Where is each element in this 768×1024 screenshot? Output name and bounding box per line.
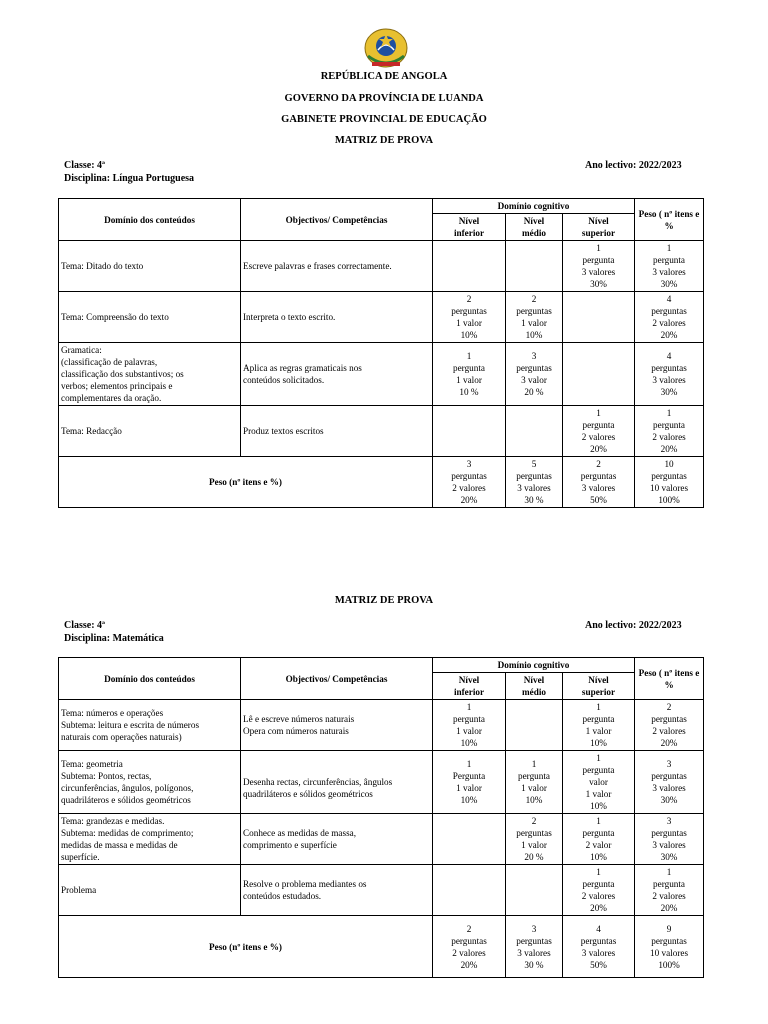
cell-line: perguntas — [651, 471, 687, 481]
cell-line: 20 % — [524, 387, 544, 397]
cell-line: 20% — [660, 444, 678, 454]
header-nivel-superior — [563, 214, 635, 241]
cell-line: 10% — [590, 738, 607, 748]
cell-line: 2 valores — [652, 726, 686, 736]
cell-line: perguntas — [516, 828, 552, 838]
cell-line: 9 — [666, 923, 672, 934]
cell-line: 1 valor — [456, 726, 482, 736]
dominio-cell — [59, 292, 241, 343]
header-objectivos: Objectivos/ Competências — [241, 199, 433, 241]
superior-cell — [563, 814, 635, 865]
cell-line: 10% — [460, 330, 478, 340]
cell-line: 100% — [658, 495, 680, 505]
cell-line: comprimento e superfície — [243, 840, 337, 850]
dominio-cell — [59, 343, 241, 406]
objectivo-cell — [241, 241, 433, 292]
cell-line: 4 — [596, 923, 601, 934]
cell-line: 3 — [666, 816, 672, 826]
total-inferior-cell — [433, 916, 506, 978]
superior-cell — [563, 700, 635, 751]
cell-line: 10 — [664, 459, 674, 469]
cell-line: Tema: números e operações — [61, 708, 164, 718]
cell-line: 1 — [466, 351, 472, 361]
cell-line: perguntas — [516, 471, 552, 481]
cell-line: 1 — [596, 243, 601, 253]
cell-line: perguntas — [651, 714, 687, 724]
objectivo-cell — [241, 292, 433, 343]
cell-line: Tema: Redacção — [61, 426, 122, 436]
cell-line: 3 — [531, 923, 537, 934]
cell-line: Subtema: leitura e escrita de números — [61, 720, 200, 730]
cell-line: 1 — [466, 759, 472, 769]
cell-line: superior — [581, 687, 616, 697]
total-medio-cell — [506, 916, 563, 978]
cell-line: Nível — [523, 216, 545, 226]
cell-line: 2 — [596, 459, 601, 469]
objectivo-cell — [241, 814, 433, 865]
cell-line: 30% — [660, 852, 678, 862]
cell-line: pergunta — [582, 420, 615, 430]
cell-line: 30% — [660, 387, 678, 397]
cell-line: Aplica as regras gramaticais nos — [243, 363, 362, 373]
header-dominio-cognitivo: Domínio cognitivo — [433, 199, 635, 214]
cell-line: 10% — [590, 801, 607, 811]
cell-line: 1 valor — [456, 375, 482, 385]
cell-line: conteúdos estudados. — [243, 891, 322, 901]
cell-line: Gramatica: — [61, 345, 102, 355]
cell-line: 10 valores — [650, 947, 689, 958]
inferior-cell — [433, 406, 506, 457]
inferior-cell — [433, 292, 506, 343]
cell-line: Tema: Compreensão do texto — [61, 312, 169, 322]
cell-line: 2 valor — [585, 840, 612, 850]
cell-line: 3 — [466, 459, 472, 469]
cell-line: 2 — [531, 816, 537, 826]
cell-line: Tema: geometria — [61, 759, 123, 769]
objectivo-cell — [241, 700, 433, 751]
cell-line: 4 — [666, 351, 672, 361]
classe-label-2: Classe: 4ª — [64, 620, 106, 631]
cell-line: 20 % — [524, 852, 544, 862]
cell-line: Resolve o problema mediantes os — [243, 879, 367, 889]
cell-line: perguntas — [651, 306, 687, 316]
superior-cell — [563, 751, 635, 814]
cell-line: superior — [581, 228, 616, 238]
disciplina-label-2: Disciplina: Matemática — [64, 633, 164, 644]
cell-line: 2 valores — [652, 432, 686, 442]
cell-line: perguntas — [580, 471, 617, 481]
cell-line: 2 — [466, 294, 472, 304]
cell-line: superfície. — [61, 852, 100, 862]
cell-line: 1 valor — [456, 318, 482, 328]
total-label: Peso (nº itens e %) — [59, 457, 433, 508]
cell-line: 10% — [525, 330, 543, 340]
header-cabinet: GABINETE PROVINCIAL DE EDUCAÇÃO — [281, 114, 487, 125]
cell-line: 1 valor — [585, 726, 612, 736]
cell-line: pergunta — [582, 828, 615, 838]
cell-line: complementares da oração. — [61, 393, 162, 403]
dominio-cell — [59, 700, 241, 751]
cell-line: Desenha rectas, circunferências, ângulos — [243, 777, 393, 787]
cell-line: 2 valores — [652, 891, 686, 901]
table-row — [59, 865, 704, 916]
cell-line: 20% — [660, 330, 678, 340]
cell-line: 1 valor — [521, 840, 547, 850]
header-nivel-superior — [563, 673, 635, 700]
cell-line: Subtema: Pontos, rectas, — [61, 771, 152, 781]
table-row — [59, 241, 704, 292]
cell-line: Conhece as medidas de massa, — [243, 828, 357, 838]
cell-line: 10 % — [459, 387, 479, 397]
total-inferior-cell — [433, 457, 506, 508]
cell-line: pergunta — [582, 765, 615, 775]
header-nivel-medio — [506, 214, 563, 241]
cell-line: 20% — [590, 903, 607, 913]
cell-line: 2 valores — [581, 891, 616, 901]
cell-line: 20% — [660, 903, 678, 913]
medio-cell — [506, 865, 563, 916]
table-row — [59, 292, 704, 343]
inferior-cell — [433, 814, 506, 865]
cell-line: perguntas — [651, 935, 687, 946]
superior-cell — [563, 292, 635, 343]
header-dominio: Domínio dos conteúdos — [59, 658, 241, 700]
cell-line: 3 valores — [517, 483, 551, 493]
objectivo-cell — [241, 406, 433, 457]
cell-line: 2 valores — [652, 318, 686, 328]
cell-line: 3 valores — [517, 947, 551, 958]
cell-line: 1 — [596, 816, 601, 826]
peso-cell — [635, 865, 704, 916]
cell-line: classificação dos substantivos; os — [61, 369, 184, 379]
medio-cell — [506, 814, 563, 865]
cell-line: 3 valores — [652, 783, 686, 793]
superior-cell — [563, 241, 635, 292]
cell-line: 10% — [590, 852, 607, 862]
cell-line: 20% — [460, 959, 478, 970]
header-nivel-inferior — [433, 673, 506, 700]
cell-line: pergunta — [582, 879, 615, 889]
cell-line: 1 — [596, 408, 601, 418]
cell-line: Escreve palavras e frases correctamente. — [243, 261, 392, 271]
inferior-cell — [433, 700, 506, 751]
cell-line: (classificação de palavras, — [61, 357, 158, 367]
cell-line: 30 % — [524, 959, 544, 970]
cell-line: perguntas — [580, 935, 617, 946]
cell-line: 3 valores — [652, 840, 686, 850]
header-matrix-title: MATRIZ DE PROVA — [334, 135, 434, 146]
cell-line: 3 valores — [581, 483, 616, 493]
cell-line: 5 — [531, 459, 537, 469]
total-superior-cell — [563, 457, 635, 508]
cell-line: 30% — [660, 795, 678, 805]
angola-coat-of-arms-emblem — [363, 26, 409, 70]
cell-line: 10% — [460, 738, 478, 748]
cell-line: 1 valor — [585, 789, 612, 799]
cell-line: Opera com números naturais — [243, 726, 349, 736]
cell-line: inferior — [453, 687, 485, 697]
cell-line: 1 valor — [521, 783, 547, 793]
cell-line: 2 valores — [452, 947, 486, 958]
cell-line: Nível — [458, 216, 480, 226]
inferior-cell — [433, 241, 506, 292]
table-row-total — [59, 457, 704, 508]
table-row-total — [59, 916, 704, 978]
objectivo-cell — [241, 751, 433, 814]
cell-line: 10% — [525, 795, 543, 805]
cell-line: Lê e escreve números naturais — [243, 714, 355, 724]
dominio-cell — [59, 241, 241, 292]
cell-line: 20% — [460, 495, 478, 505]
cell-line: quadriláteros e sólidos geométricos — [243, 789, 373, 799]
cell-line: 4 — [666, 294, 672, 304]
inferior-cell — [433, 865, 506, 916]
cell-line: 30% — [660, 279, 678, 289]
cell-line: 30% — [590, 279, 607, 289]
header-peso: Peso ( nº itens e % — [635, 658, 704, 700]
cell-line: perguntas — [651, 771, 687, 781]
cell-line: 10 valores — [650, 483, 689, 493]
cell-line: médio — [522, 228, 546, 238]
header-republic: REPÚBLICA DE ANGOLA — [320, 71, 448, 82]
medio-cell — [506, 241, 563, 292]
matrix-table-mathematics — [58, 657, 704, 978]
cell-line: perguntas — [451, 306, 487, 316]
medio-cell — [506, 700, 563, 751]
cell-line: 1 — [666, 408, 672, 418]
medio-cell — [506, 343, 563, 406]
header-nivel-medio — [506, 673, 563, 700]
cell-line: pergunta — [653, 420, 686, 430]
table-row — [59, 406, 704, 457]
cell-line: 3 valor — [521, 375, 547, 385]
header-government: GOVERNO DA PROVÍNCIA DE LUANDA — [284, 93, 484, 104]
cell-line: Tema: Ditado do texto — [61, 261, 144, 271]
cell-line: conteúdos solicitados. — [243, 375, 325, 385]
cell-line: 1 — [596, 867, 601, 877]
cell-line: Nível — [588, 675, 609, 685]
cell-line: Produz textos escritos — [243, 426, 324, 436]
cell-line: Problema — [61, 885, 97, 895]
cell-line: 2 — [531, 294, 537, 304]
cell-line: 2 valores — [581, 432, 616, 442]
dominio-cell — [59, 406, 241, 457]
cell-line: 1 — [666, 243, 672, 253]
cell-line: 50% — [590, 959, 607, 970]
cell-line: 3 — [666, 759, 672, 769]
cell-line: inferior — [453, 228, 485, 238]
cell-line: Interpreta o texto escrito. — [243, 312, 336, 322]
cell-line: perguntas — [451, 935, 487, 946]
cell-line: Subtema: medidas de comprimento; — [61, 828, 194, 838]
total-peso-cell — [635, 457, 704, 508]
cell-line: naturais com operações naturais) — [61, 732, 182, 742]
cell-line: 1 — [466, 702, 472, 712]
cell-line: perguntas — [451, 471, 487, 481]
peso-cell — [635, 751, 704, 814]
cell-line: 3 valores — [652, 267, 686, 277]
dominio-cell — [59, 865, 241, 916]
cell-line: pergunta — [653, 879, 686, 889]
ano-lectivo-label-1: Ano lectivo: 2022/2023 — [585, 160, 682, 171]
header-dominio: Domínio dos conteúdos — [59, 199, 241, 241]
cell-line: 20% — [590, 444, 607, 454]
cell-line: 1 valor — [456, 783, 482, 793]
dominio-cell — [59, 751, 241, 814]
cell-line: 1 valor — [521, 318, 547, 328]
peso-cell — [635, 814, 704, 865]
cell-line: perguntas — [516, 363, 552, 373]
cell-line: 10% — [460, 795, 478, 805]
total-superior-cell — [563, 916, 635, 978]
cell-line: Tema: grandezas e medidas. — [61, 816, 165, 826]
peso-cell — [635, 343, 704, 406]
total-label: Peso (nº itens e %) — [59, 916, 433, 978]
cell-line: 2 — [466, 923, 472, 934]
cell-line: verbos; elementos principais e — [61, 381, 173, 391]
peso-cell — [635, 406, 704, 457]
ano-lectivo-label-2: Ano lectivo: 2022/2023 — [585, 620, 682, 631]
cell-line: 20% — [660, 738, 678, 748]
objectivo-cell — [241, 865, 433, 916]
cell-line: Nível — [588, 216, 609, 226]
cell-line: 1 — [666, 867, 672, 877]
medio-cell — [506, 406, 563, 457]
cell-line: perguntas — [651, 363, 687, 373]
cell-line: pergunta — [582, 255, 615, 265]
cell-line: 3 — [531, 351, 537, 361]
cell-line: perguntas — [516, 935, 552, 946]
cell-line: 2 — [666, 702, 672, 712]
disciplina-label-1: Disciplina: Língua Portuguesa — [64, 173, 195, 184]
table-row — [59, 700, 704, 751]
header-nivel-inferior — [433, 214, 506, 241]
cell-line: pergunta — [518, 771, 550, 781]
cell-line: perguntas — [516, 306, 552, 316]
table-row — [59, 814, 704, 865]
matrix2-title: MATRIZ DE PROVA — [334, 595, 434, 606]
cell-line: pergunta — [453, 363, 485, 373]
cell-line: perguntas — [651, 828, 687, 838]
total-peso-cell — [635, 916, 704, 978]
header-objectivos: Objectivos/ Competências — [241, 658, 433, 700]
header-peso: Peso ( nº itens e % — [635, 199, 704, 241]
peso-cell — [635, 700, 704, 751]
cell-line: Pergunta — [452, 771, 486, 781]
medio-cell — [506, 751, 563, 814]
table-row — [59, 751, 704, 814]
cell-line: 1 — [531, 759, 537, 769]
cell-line: 3 valores — [652, 375, 686, 385]
cell-line: pergunta — [653, 255, 686, 265]
cell-line: 100% — [658, 959, 680, 970]
cell-line: 2 valores — [452, 483, 486, 493]
cell-line: pergunta — [453, 714, 485, 724]
matrix-table-portuguese — [58, 198, 704, 508]
total-medio-cell — [506, 457, 563, 508]
cell-line: pergunta — [582, 714, 615, 724]
cell-line: médio — [522, 687, 546, 697]
cell-line: 1 — [596, 753, 601, 763]
cell-line: 50% — [590, 495, 607, 505]
cell-line: valor — [589, 777, 608, 787]
cell-line: Nível — [523, 675, 545, 685]
cell-line: 3 valores — [581, 267, 616, 277]
cell-line: 1 — [596, 702, 601, 712]
medio-cell — [506, 292, 563, 343]
peso-cell — [635, 241, 704, 292]
inferior-cell — [433, 343, 506, 406]
cell-line: quadriláteros e sólidos geométricos — [61, 795, 191, 805]
dominio-cell — [59, 814, 241, 865]
cell-line: medidas de massa e medidas de — [61, 840, 178, 850]
classe-label-1: Classe: 4ª — [64, 160, 106, 171]
cell-line: circunferências, ângulos, polígonos, — [61, 783, 194, 793]
superior-cell — [563, 343, 635, 406]
objectivo-cell — [241, 343, 433, 406]
peso-cell — [635, 292, 704, 343]
superior-cell — [563, 406, 635, 457]
cell-line: 30 % — [524, 495, 544, 505]
table-row — [59, 343, 704, 406]
cell-line: 3 valores — [581, 947, 616, 958]
cell-line: Nível — [458, 675, 480, 685]
header-dominio-cognitivo: Domínio cognitivo — [433, 658, 635, 673]
superior-cell — [563, 865, 635, 916]
inferior-cell — [433, 751, 506, 814]
